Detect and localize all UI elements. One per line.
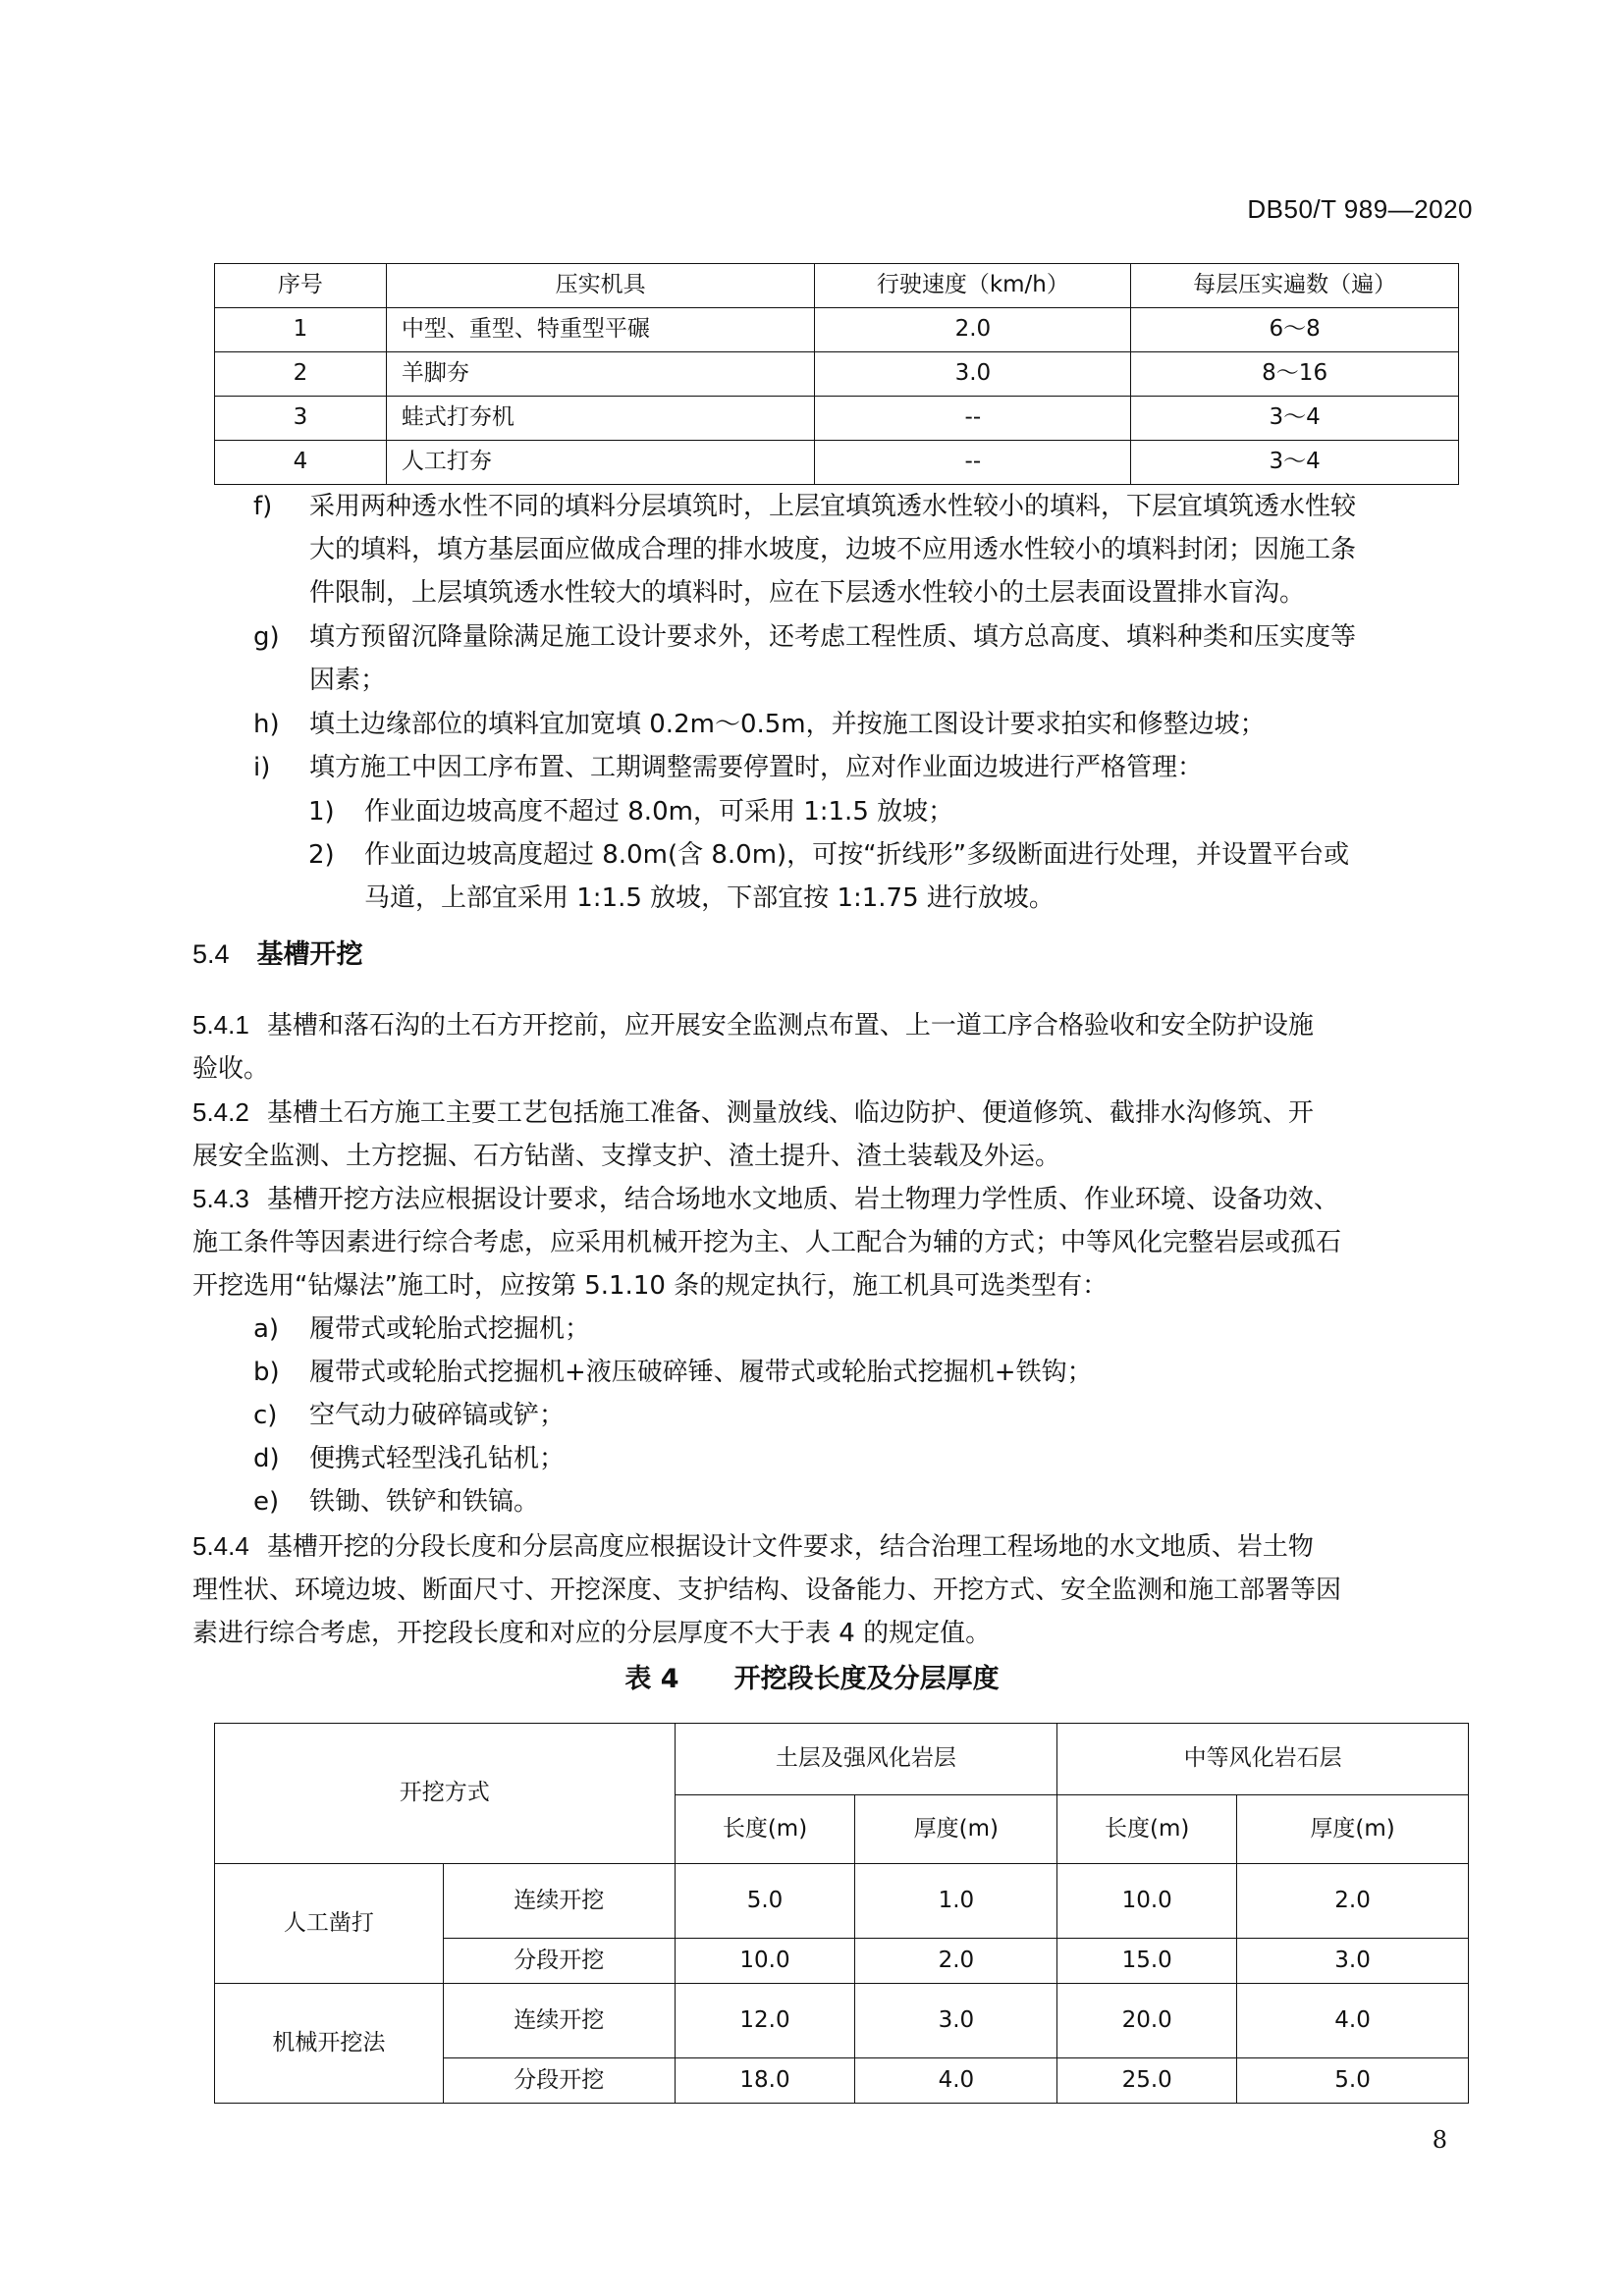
section-title: 基槽开挖 [256,939,363,970]
table-header-row [215,1724,1469,1795]
section-number: 5.4 [192,939,230,969]
table-header-cell: 序号 [215,264,387,308]
table-cell: 10.0 [675,1939,855,1984]
table-cell: 4.0 [855,2058,1057,2104]
table-cell: 2.0 [855,1939,1057,1984]
list-label: i) [253,753,271,782]
table-caption [0,1657,1624,1695]
clause-line: 基槽开挖方法应根据设计要求，结合场地水文地质、岩土物理力学性质、作业环境、设备功效、 [266,1185,1339,1214]
list-line: 马道，上部宜采用 1:1.5 放坡，下部宜按 1:1.75 进行放坡。 [364,883,1055,913]
section-heading [192,933,363,971]
document-code: DB50/T 989—2020 [1247,194,1473,224]
list-label: e) [253,1487,280,1517]
clause-5-4-3 [192,1177,1469,1308]
table-header-row [215,264,1459,308]
list-line: 作业面边坡高度超过 8.0m(含 8.0m)，可按“折线形”多级断面进行处理，并设置平台或 [364,840,1350,870]
table-row [215,308,1459,352]
table-cell: 5.0 [1237,2058,1469,2104]
table-cell: 3.0 [855,1984,1057,2058]
list-line: 空气动力破碎镐或铲； [309,1401,566,1430]
clause-line: 验收。 [192,1054,270,1084]
table-cell: 4.0 [1237,1984,1469,2058]
table-cell: 3.0 [1237,1939,1469,1984]
table-header-cell: 每层压实遍数（遍） [1131,264,1459,308]
table-row [215,1984,1469,2058]
compaction-table [214,263,1459,485]
table-cell: 1.0 [855,1864,1057,1939]
table-cell: 机械开挖法 [215,1984,444,2104]
clause-line: 基槽开挖的分段长度和分层高度应根据设计文件要求，结合治理工程场地的水文地质、岩土物 [266,1532,1314,1562]
table-cell: 18.0 [675,2058,855,2104]
table-row [215,441,1459,485]
list-label: d) [253,1444,280,1473]
table-cell: 10.0 [1057,1864,1237,1939]
table-cell: -- [815,441,1131,485]
list-line: 件限制，上层填筑透水性较大的填料时，应在下层透水性较小的土层表面设置排水盲沟。 [309,578,1306,608]
list-line: 便携式轻型浅孔钻机； [309,1444,566,1473]
clause-line: 施工条件等因素进行综合考虑，应采用机械开挖为主、人工配合为辅的方式；中等风化完整岩层或孤石 [192,1228,1342,1257]
table-header-cell: 长度(m) [675,1795,855,1864]
table-cell: 人工凿打 [215,1864,444,1984]
table-cell: 4 [215,441,387,485]
list-line: 因素； [309,666,387,695]
table-cell: 5.0 [675,1864,855,1939]
list-line: 大的填料，填方基层面应做成合理的排水坡度，边坡不应用透水性较小的填料封闭；因施工条 [309,535,1357,564]
table-header-cell: 开挖方式 [215,1724,676,1864]
table-header-cell: 长度(m) [1057,1795,1237,1864]
table-cell: 羊脚夯 [386,352,815,397]
clause-line: 基槽土石方施工主要工艺包括施工准备、测量放线、临边防护、便道修筑、截排水沟修筑、开 [266,1098,1314,1128]
table-cell: 人工打夯 [386,441,815,485]
table-cell: 12.0 [675,1984,855,2058]
list-label: g) [253,622,280,652]
clause-number: 5.4.1 [192,1010,249,1040]
table-header-cell: 压实机具 [386,264,815,308]
table-cell: 3 [215,397,387,441]
table-cell: 蛙式打夯机 [386,397,815,441]
clause-5-4-2 [192,1091,1469,1178]
clause-5-4-1 [192,1003,1469,1091]
clause-line: 理性状、环境边坡、断面尺寸、开挖深度、支护结构、设备能力、开挖方式、安全监测和施工部署等因 [192,1575,1342,1605]
list-line: 履带式或轮胎式挖掘机； [309,1314,591,1344]
table-caption-title: 开挖段长度及分层厚度 [733,1664,1000,1694]
clause-5-4-4 [192,1524,1469,1655]
list-line: 填土边缘部位的填料宜加宽填 0.2m～0.5m，并按施工图设计要求拍实和修整边坡； [309,710,1266,739]
table-cell: 连续开挖 [443,1864,675,1939]
table-cell: 连续开挖 [443,1984,675,2058]
list-line: 填方施工中因工序布置、工期调整需要停置时，应对作业面边坡进行严格管理： [309,753,1204,782]
list-line: 填方预留沉降量除满足施工设计要求外，还考虑工程性质、填方总高度、填料种类和压实度等 [309,622,1357,652]
list-line: 采用两种透水性不同的填料分层填筑时，上层宜填筑透水性较小的填料，下层宜填筑透水性较 [309,492,1357,521]
table-cell: 2.0 [1237,1864,1469,1939]
page-number: 8 [1432,2126,1447,2154]
table-header-cell: 厚度(m) [1237,1795,1469,1864]
list-label: 2) [308,840,335,870]
list-line: 铁锄、铁铲和铁镐。 [309,1487,540,1517]
table-cell: 3～4 [1131,441,1459,485]
list-line: 作业面边坡高度不超过 8.0m，可采用 1:1.5 放坡； [364,797,954,827]
list-line: 履带式或轮胎式挖掘机+液压破碎锤、履带式或轮胎式挖掘机+铁钩； [309,1358,1093,1387]
table-cell: -- [815,397,1131,441]
table-row [215,397,1459,441]
table-row [215,1864,1469,1939]
list-label: h) [253,710,280,739]
clause-number: 5.4.4 [192,1531,249,1561]
excavation-table [214,1723,1469,2104]
table-caption-number: 表 4 [624,1664,679,1694]
table-cell: 1 [215,308,387,352]
table-cell: 分段开挖 [443,2058,675,2104]
table-cell: 20.0 [1057,1984,1237,2058]
list-label: 1) [308,797,335,827]
table-cell: 3～4 [1131,397,1459,441]
list-label: c) [253,1401,278,1430]
list-label: f) [253,492,273,521]
clause-line: 素进行综合考虑，开挖段长度和对应的分层厚度不大于表 4 的规定值。 [192,1619,992,1648]
clause-line: 开挖选用“钻爆法”施工时，应按第 5.1.10 条的规定执行，施工机具可选类型有： [192,1271,1109,1301]
table-cell: 分段开挖 [443,1939,675,1984]
table-header-cell: 土层及强风化岩层 [675,1724,1057,1795]
table-row [215,352,1459,397]
table-cell: 6～8 [1131,308,1459,352]
list-label: a) [253,1314,280,1344]
clause-line: 基槽和落石沟的土石方开挖前，应开展安全监测点布置、上一道工序合格验收和安全防护设施 [266,1011,1314,1041]
table-header-cell: 行驶速度（km/h） [815,264,1131,308]
list-label: b) [253,1358,280,1387]
table-header-cell: 厚度(m) [855,1795,1057,1864]
table-cell: 25.0 [1057,2058,1237,2104]
clause-line: 展安全监测、土方挖掘、石方钻凿、支撑支护、渣土提升、渣土装载及外运。 [192,1142,1061,1171]
table-cell: 2 [215,352,387,397]
clause-number: 5.4.3 [192,1184,249,1213]
table-cell: 中型、重型、特重型平碾 [386,308,815,352]
table-cell: 15.0 [1057,1939,1237,1984]
table-cell: 3.0 [815,352,1131,397]
clause-number: 5.4.2 [192,1097,249,1127]
table-cell: 8～16 [1131,352,1459,397]
table-cell: 2.0 [815,308,1131,352]
table-header-cell: 中等风化岩石层 [1057,1724,1469,1795]
